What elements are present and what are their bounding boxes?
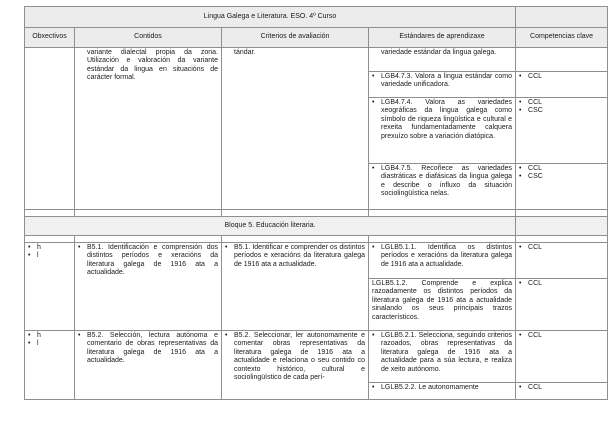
obxectivo-item: • h	[28, 332, 71, 340]
standard-cell	[369, 243, 516, 279]
standard-cell	[369, 48, 516, 72]
competencias-cell	[516, 72, 608, 98]
competencia-item: • CCL	[519, 99, 604, 107]
block-title-row	[25, 217, 608, 236]
standard-text: LGLB5.1.2. Comprende e explica razoadamente os distintos períodos da literatura galega de 1916 ata a actualidade sinalando os seus principais trazos característicos.	[372, 280, 513, 321]
table-row	[25, 243, 608, 279]
obxectivo-item: • l	[28, 340, 71, 348]
standard-text: • LGLB5.1.1. Identifica os distintos períodos e xeracións da literatura galega de 1916 ata a actualidade.	[372, 244, 512, 269]
header-estandares: Estándares de aprendizaxe	[369, 28, 516, 48]
table-row	[25, 331, 608, 383]
header-contidos: Contidos	[75, 28, 222, 48]
block-title-empty-cell	[516, 217, 608, 236]
criterios-cell	[222, 243, 369, 331]
contidos-cell	[75, 243, 222, 331]
competencias-cell	[516, 98, 608, 164]
competencia-item: • CSC	[519, 173, 604, 181]
standard-text: variedade estándar da lingua galega.	[381, 49, 497, 56]
table-header-row	[25, 28, 608, 48]
contidos-cell	[75, 331, 222, 400]
header-competencias: Competencias clave	[516, 28, 608, 48]
standard-cell	[369, 331, 516, 383]
competencia-item: • CCL	[519, 244, 604, 252]
spacer-row	[25, 236, 608, 243]
obxectivos-cell	[25, 48, 75, 210]
standard-text: • LGLB5.2.2. Le autonomamente	[372, 384, 512, 392]
table-row	[25, 48, 608, 72]
obxectivos-cell	[25, 331, 75, 400]
contidos-cell	[75, 48, 222, 210]
obxectivo-item: • h	[28, 244, 71, 252]
standard-cell	[369, 98, 516, 164]
standard-cell	[369, 164, 516, 210]
header-criterios: Criterios de avaliación	[222, 28, 369, 48]
competencia-item: • CCL	[519, 332, 604, 340]
criterios-text: tándar.	[234, 49, 256, 56]
standard-cell	[369, 72, 516, 98]
contidos-text: • B5.1. Identificación e comprensión dos distintos períodos e xeracións da literatura galega de 1916 ata a actualidade.	[78, 244, 218, 278]
competencia-item: • CCL	[519, 280, 604, 288]
criterios-text: • B5.2. Seleccionar, ler autonomamente e comentar obras representativas da literatura galega de 1916 ata a actualidade e relaciona o seu contido co contexto histórico, cultural e sociolingüístico de cada perí-	[225, 332, 365, 382]
obxectivo-item: • l	[28, 252, 71, 260]
competencias-cell	[516, 243, 608, 279]
table-title: Lingua Galega e Literatura. ESO. 4º Curso	[25, 7, 516, 28]
header-obxectivos: Obxectivos	[25, 28, 75, 48]
contidos-text: • B5.2. Selección, lectura autónoma e comentario de obras representativas da literatura galega de 1916 ata a actualidade.	[78, 332, 218, 366]
criterios-text: • B5.1. Identificar e comprender os distintos períodos e xeracións da literatura galega de 1916 ata a actualidade.	[225, 244, 365, 269]
competencia-item: • CCL	[519, 165, 604, 173]
competencia-item: • CCL	[519, 384, 604, 392]
standard-text: • LGB4.7.5. Recoñece as variedades diastráticas e diafásicas da lingua galega e describe o influxo da situación sociolingüística nelas.	[372, 165, 512, 199]
contidos-text: variante dialectal propia da zona. Utilización e valoración da variante estándar da lingua en situacións de carácter formal.	[87, 49, 218, 82]
competencias-cell	[516, 279, 608, 331]
curriculum-table	[24, 6, 608, 400]
standard-cell	[369, 383, 516, 400]
competencia-item: • CSC	[519, 107, 604, 115]
competencias-cell	[516, 383, 608, 400]
block-title: Bloque 5. Educación literaria.	[25, 217, 516, 236]
competencias-cell	[516, 164, 608, 210]
competencia-item: • CCL	[519, 73, 604, 81]
standard-text: • LGB4.7.4. Valora as variedades xeográficas da lingua galega como símbolo de riqueza lingüística e cultural e rexeita fundamentadamente calquera prexuízo sobre a variación diatópica.	[372, 99, 512, 141]
standard-text: • LGLB5.2.1. Selecciona, seguindo criterios razoados, obras representativas da literatura galega de 1916 ata a actualidade para a súa lectura, e realiza de xeito autónomo.	[372, 332, 512, 374]
criterios-cell	[222, 331, 369, 400]
table-title-row	[25, 7, 608, 28]
competencias-cell	[516, 331, 608, 383]
standard-text: • LGB4.7.3. Valora a lingua estándar como variedade unificadora.	[372, 73, 512, 90]
competencias-cell	[516, 48, 608, 72]
criterios-cell	[222, 48, 369, 210]
table-title-empty-cell	[516, 7, 608, 28]
spacer-row	[25, 210, 608, 217]
standard-cell	[369, 279, 516, 331]
obxectivos-cell	[25, 243, 75, 331]
